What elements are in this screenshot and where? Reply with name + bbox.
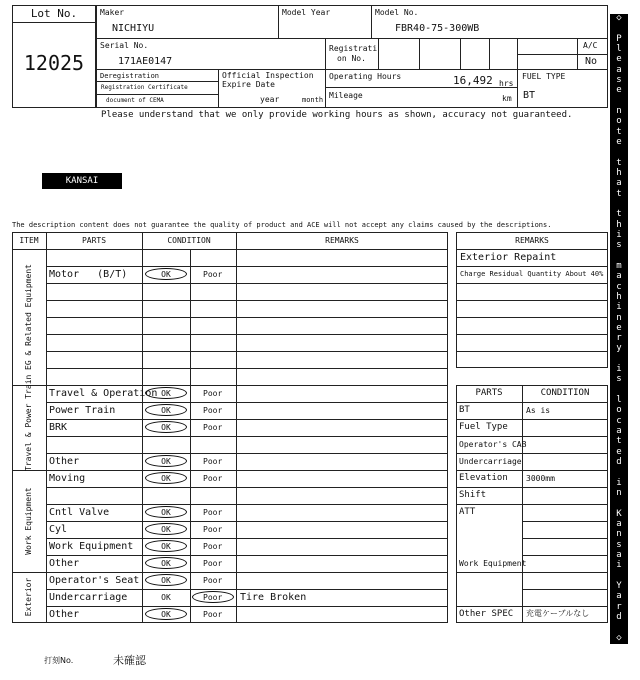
ok-label: OK	[161, 559, 171, 568]
side-banner-char: a	[616, 271, 622, 282]
side-banner-char: P	[616, 33, 622, 44]
poor-label: Poor	[203, 270, 223, 279]
bt-label: BT	[459, 405, 470, 415]
ok-label: OK	[161, 610, 171, 619]
remark-line-1: Exterior Repaint	[460, 252, 557, 263]
ok-label: OK	[161, 593, 171, 602]
hrs-label: hrs	[499, 79, 514, 88]
side-banner-char: o	[616, 116, 622, 127]
model-no-label: Model No.	[375, 8, 419, 17]
row-other-work-label: Other	[49, 558, 80, 569]
side-banner-char: r	[616, 333, 622, 344]
side-banner-char: n	[616, 488, 622, 499]
fuel-type-row-label: Fuel Type	[459, 422, 508, 432]
maker-label: Maker	[100, 8, 125, 17]
side-banner-char: a	[616, 591, 622, 602]
row-other-exterior-label: Other	[49, 609, 80, 620]
parts-col-header: PARTS	[475, 388, 503, 398]
mileage-label: Mileage	[329, 91, 363, 100]
model-year-label: Model Year	[282, 8, 331, 17]
bt-value: As is	[526, 406, 551, 415]
row-undercarriage-label: Undercarriage	[49, 592, 128, 603]
deregistration-label: Deregistration	[100, 72, 160, 80]
ok-label: OK	[161, 542, 171, 551]
location-badge-label: KANSAI	[65, 176, 99, 186]
month-label: month	[302, 96, 324, 104]
serial-no-label: Serial No.	[100, 41, 149, 50]
poor-label: Poor	[203, 423, 223, 432]
side-banner-char: ◇	[616, 632, 622, 643]
side-banner-char: a	[616, 64, 622, 75]
side-banner-char: m	[616, 260, 622, 271]
row-travel-operation-label: Travel & Operation	[49, 388, 158, 399]
side-banner-char: i	[616, 364, 622, 375]
serial-no-value: 171AE0147	[118, 56, 173, 67]
hours-notice: Please understand that we only provide working hours as shown, accuracy not guaranteed.	[101, 110, 573, 120]
side-banner-char: i	[616, 229, 622, 240]
side-banner-char: y	[616, 343, 622, 354]
fuel-type-label: FUEL TYPE	[522, 72, 566, 81]
ok-label: OK	[161, 406, 171, 415]
poor-label: Poor	[203, 576, 223, 585]
operating-hours-label: Operating Hours	[329, 72, 402, 81]
side-banner	[610, 14, 628, 644]
poor-label: Poor	[203, 593, 223, 602]
side-banner-char: t	[616, 157, 622, 168]
ok-label: OK	[161, 457, 171, 466]
col-condition-header: CONDITION	[167, 236, 211, 245]
disclaimer: The description content does not guarantee the quality of product and ACE will not accept any claims caused by the descriptions.	[12, 221, 552, 229]
shift-label: Shift	[459, 490, 487, 500]
side-banner-char: h	[616, 167, 622, 178]
stamp-no-label: 打刻No.	[44, 656, 74, 665]
row-brk-label: BRK	[49, 422, 68, 433]
ac-value: No	[585, 56, 598, 67]
col-item-header: ITEM	[19, 236, 39, 245]
row-motor-label: Motor (B/T)	[49, 269, 128, 280]
ok-label: OK	[161, 576, 171, 585]
side-banner-char: t	[616, 126, 622, 137]
poor-label: Poor	[203, 508, 223, 517]
poor-label: Poor	[203, 389, 223, 398]
remark-line-2: Charge Residual Quantity About 40%	[460, 270, 604, 278]
side-banner-char: i	[616, 477, 622, 488]
operators-cab-label: Operator's CAB	[459, 440, 527, 449]
side-banner-char: e	[616, 322, 622, 333]
remarks-header: REMARKS	[515, 236, 549, 245]
poor-label: Poor	[203, 457, 223, 466]
side-banner-char: c	[616, 415, 622, 426]
elevation-value: 3000mm	[526, 474, 555, 483]
row-operators-seat-label: Operator's Seat	[49, 575, 140, 586]
poor-label: Poor	[203, 406, 223, 415]
side-banner-char: i	[616, 560, 622, 571]
col-remarks-header: REMARKS	[325, 236, 359, 245]
registration-label-2: on No.	[337, 54, 366, 63]
poor-label: Poor	[203, 542, 223, 551]
expire-date-label: Expire Date	[222, 80, 275, 89]
row-work-equipment-label: Work Equipment	[49, 541, 134, 552]
side-banner-char: c	[616, 281, 622, 292]
side-banner-char: s	[616, 539, 622, 550]
poor-label: Poor	[203, 610, 223, 619]
poor-label: Poor	[203, 525, 223, 534]
row-cntl-valve-label: Cntl Valve	[49, 507, 110, 518]
stamp-no-value: 未確認	[113, 654, 146, 667]
side-banner-char: l	[616, 395, 622, 406]
side-banner-char: d	[616, 612, 622, 623]
side-banner-char: d	[616, 457, 622, 468]
row-power-train-label: Power Train	[49, 405, 116, 416]
condition-col-header: CONDITION	[540, 388, 590, 398]
side-banner-char: o	[616, 405, 622, 416]
location-badge	[42, 173, 122, 189]
side-banner-char: K	[616, 508, 622, 519]
ac-label: A/C	[583, 41, 598, 50]
km-label: km	[502, 94, 512, 103]
undercarriage-remark: Tire Broken	[240, 592, 307, 603]
year-label: year	[260, 95, 280, 104]
row-moving-label: Moving	[49, 473, 86, 484]
ok-label: OK	[161, 270, 171, 279]
model-no-value: FBR40-75-300WB	[395, 23, 480, 34]
document-cema-label: document of CEMA	[106, 97, 164, 104]
side-banner-char: h	[616, 219, 622, 230]
work-equipment-row-label: Work Equipment	[459, 559, 527, 568]
ok-label: OK	[161, 474, 171, 483]
section-travel-label: Travel & Power Train	[24, 374, 33, 471]
maker-value: NICHIYU	[112, 23, 155, 34]
col-parts-header: PARTS	[81, 236, 107, 245]
side-banner-char: r	[616, 601, 622, 612]
side-banner-char: s	[616, 374, 622, 385]
side-banner-char: a	[616, 519, 622, 530]
side-banner-char: s	[616, 240, 622, 251]
registration-label: Registrati	[329, 44, 378, 53]
ok-label: OK	[161, 525, 171, 534]
poor-label: Poor	[203, 559, 223, 568]
row-other-travel-label: Other	[49, 456, 80, 467]
side-banner-char: a	[616, 178, 622, 189]
other-spec-value: 充電ケーブルなし	[526, 609, 590, 618]
elevation-label: Elevation	[459, 473, 508, 483]
side-banner-char: a	[616, 550, 622, 561]
official-inspection-label: Official Inspection	[222, 71, 314, 80]
side-banner-char: ◇	[616, 13, 622, 23]
side-banner-char: t	[616, 436, 622, 447]
att-label: ATT	[459, 507, 476, 517]
section-eg-label: EG & Related Equipment	[24, 264, 33, 370]
side-banner-char: e	[616, 85, 622, 96]
registration-certificate-label: Registration Certificate	[101, 84, 188, 91]
operating-hours-value: 16,492	[453, 74, 493, 87]
side-banner-char: t	[616, 209, 622, 220]
side-banner-char: h	[616, 291, 622, 302]
poor-label: Poor	[203, 474, 223, 483]
section-exterior-label: Exterior	[24, 577, 33, 617]
side-banner-char: e	[616, 136, 622, 147]
side-banner-char: a	[616, 426, 622, 437]
section-work-label: Work Equipment	[24, 487, 33, 555]
ok-label: OK	[161, 389, 171, 398]
row-cyl-label: Cyl	[49, 524, 68, 535]
side-banner-char: n	[616, 105, 622, 116]
undercarriage-row-label: Undercarriage	[459, 457, 522, 466]
lot-no-value: 12025	[23, 51, 85, 75]
fuel-type-value: BT	[523, 90, 536, 101]
ok-label: OK	[161, 508, 171, 517]
lot-no-label: Lot No.	[30, 7, 78, 20]
side-banner-char: n	[616, 529, 622, 540]
side-banner-char: n	[616, 312, 622, 323]
other-spec-label: Other SPEC	[459, 609, 514, 619]
side-banner-char: i	[616, 302, 622, 313]
side-banner-char: e	[616, 446, 622, 457]
side-banner-char: l	[616, 43, 622, 54]
side-banner-char: s	[616, 74, 622, 85]
side-banner-char: Y	[616, 581, 622, 592]
ok-label: OK	[161, 423, 171, 432]
side-banner-char: e	[616, 54, 622, 65]
side-banner-char: t	[616, 188, 622, 199]
